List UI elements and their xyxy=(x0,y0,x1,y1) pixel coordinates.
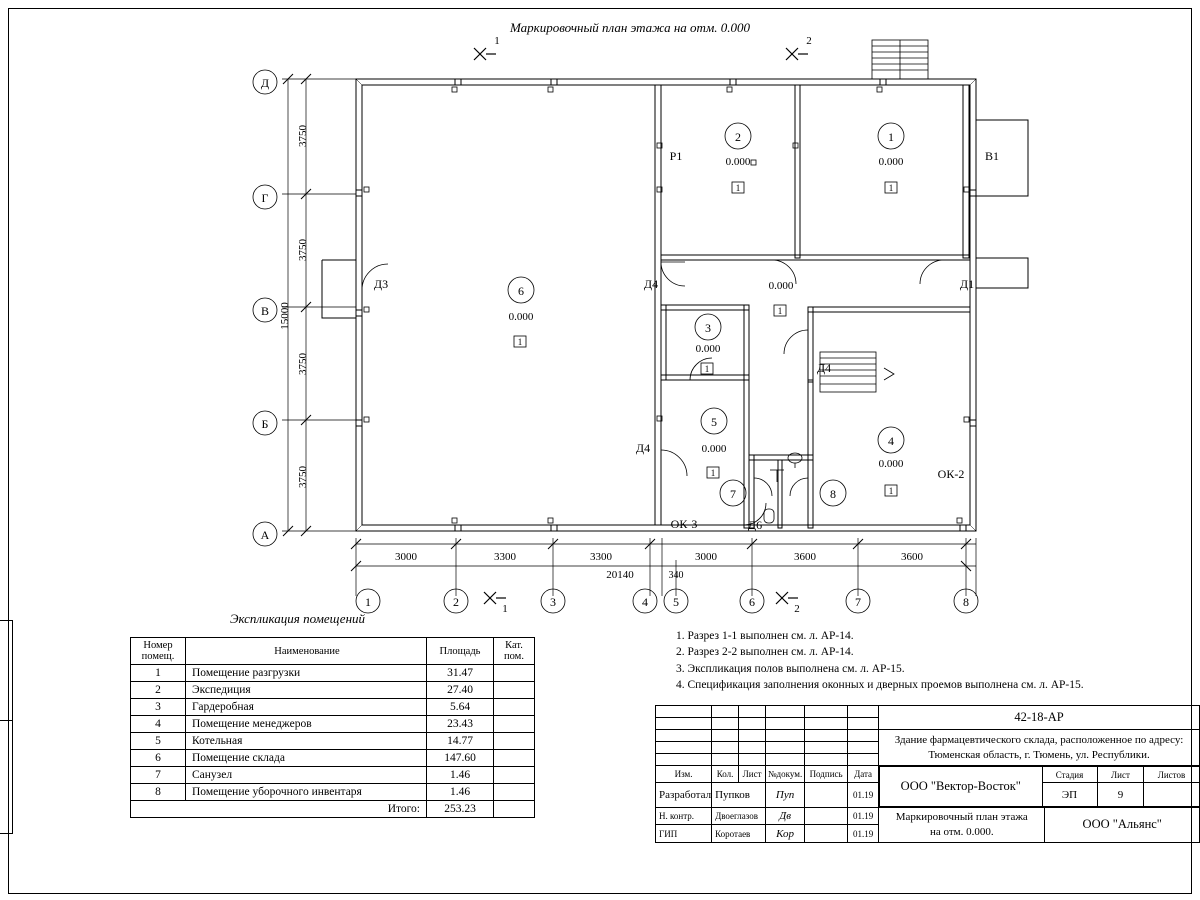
stamp-code: 42-18-АР xyxy=(879,706,1200,730)
cell-area: 31.47 xyxy=(427,665,494,682)
stamp-date-1: 01.19 xyxy=(848,808,879,825)
stamp-role-0: Разработал xyxy=(656,782,712,807)
table-row xyxy=(131,784,535,801)
dim-v-4: 3750 xyxy=(297,466,309,488)
left-margin-strip-divider xyxy=(0,620,12,721)
cell-name: Помещение разгрузки xyxy=(186,665,427,682)
stamp-col-data: Дата xyxy=(848,766,879,783)
cell-cat xyxy=(494,716,535,733)
section-mark-1-bottom: 1 xyxy=(502,603,508,615)
cell-num: 6 xyxy=(131,750,186,767)
room-number-5: 5 xyxy=(711,415,717,429)
stamp-sign-0: Пуп xyxy=(766,782,805,807)
stamp-date-2: 01.19 xyxy=(848,825,879,842)
stamp-sheets-value xyxy=(1144,783,1199,807)
level-mark-6: 0.000 xyxy=(508,311,534,323)
axis-label-g: Г xyxy=(261,191,269,205)
cell-name: Гардеробная xyxy=(186,699,427,716)
cell-cat xyxy=(494,784,535,801)
room-number-2: 2 xyxy=(735,130,741,144)
floor-tag-corridor: 1 xyxy=(777,306,783,316)
axis-label-2: 2 xyxy=(453,595,459,609)
stamp-role-1: Н. контр. xyxy=(656,808,712,825)
floor-tag-4: 1 xyxy=(888,486,894,496)
cell-area: 1.46 xyxy=(427,767,494,784)
cell-cat xyxy=(494,767,535,784)
cell-name: Санузел xyxy=(186,767,427,784)
cell-num: 8 xyxy=(131,784,186,801)
stamp-client: ООО "Альянс" xyxy=(1045,808,1200,843)
window-label-ok2: ОК-2 xyxy=(937,467,965,481)
floor-tag-1: 1 xyxy=(888,183,894,193)
cell-num: 1 xyxy=(131,665,186,682)
table-row xyxy=(131,699,535,716)
table-row xyxy=(131,767,535,784)
header-num: Номер помещ. xyxy=(131,638,186,665)
axis-label-6: 6 xyxy=(749,595,755,609)
stamp-object-line1: Здание фармацевтического склада, расположенное по адресу: xyxy=(894,734,1184,747)
dim-h-5: 3600 xyxy=(794,551,816,563)
explication-table xyxy=(130,637,535,818)
level-mark-1: 0.000 xyxy=(878,156,904,168)
note-4: 4. Спецификация заполнения оконных и дверных проемов выполнена см. л. АР-15. xyxy=(676,678,1084,691)
room-number-4: 4 xyxy=(888,434,894,448)
axis-label-8: 8 xyxy=(963,595,969,609)
cell-area: 1.46 xyxy=(427,784,494,801)
room-number-6: 6 xyxy=(518,284,524,298)
window-label-ok3: ОК-3 xyxy=(670,517,698,531)
axis-label-7: 7 xyxy=(855,595,861,609)
door-label-d4-stair: Д4 xyxy=(816,361,832,375)
level-mark-3: 0.000 xyxy=(695,343,721,355)
dim-h-2: 3300 xyxy=(494,551,516,563)
table-row xyxy=(131,716,535,733)
table-total-row xyxy=(131,801,535,818)
stamp-company: ООО "Вектор-Восток" xyxy=(880,767,1042,807)
stamp-sheets-header: Листов xyxy=(1144,767,1199,783)
note-2: 2. Разрез 2-2 выполнен см. л. АР-14. xyxy=(676,646,854,659)
axis-label-d: Д xyxy=(260,76,270,90)
title-block xyxy=(655,705,1200,843)
axis-label-5: 5 xyxy=(673,595,679,609)
stamp-sheet-title-1: Маркировочный план этажа xyxy=(895,811,1028,823)
explication-title: Экспликация помещений xyxy=(230,611,366,626)
total-label: Итого: xyxy=(131,801,427,818)
floor-tag-2: 1 xyxy=(735,183,741,193)
dim-v-2: 3750 xyxy=(297,239,309,261)
note-3: 3. Экспликация полов выполнена см. л. АР-15. xyxy=(676,662,905,675)
room-number-7: 7 xyxy=(730,487,736,501)
axis-label-b: Б xyxy=(261,417,269,431)
room-number-8: 8 xyxy=(830,487,836,501)
cell-name: Помещение уборочного инвентаря xyxy=(186,784,427,801)
stamp-object-line2: Тюменская область, г. Тюмень, ул. Республики. xyxy=(928,748,1150,761)
stamp-name-1: Двоеглазов xyxy=(712,808,766,825)
stamp-col-podpis: Подпись xyxy=(805,766,848,783)
cell-area: 23.43 xyxy=(427,716,494,733)
stamp-sign-1: Дв xyxy=(766,808,805,825)
header-cat: Кат. пом. xyxy=(494,638,535,665)
axis-label-a: А xyxy=(260,528,270,542)
stamp-stage-header: Стадия xyxy=(1042,767,1097,783)
axis-label-4: 4 xyxy=(642,595,648,609)
total-value: 253.23 xyxy=(427,801,494,818)
door-label-d6: Д6 xyxy=(747,518,763,532)
level-mark-4: 0.000 xyxy=(878,458,904,470)
axis-label-3: 3 xyxy=(550,595,556,609)
dim-v-total: 15000 xyxy=(279,302,291,330)
dim-h-4: 3000 xyxy=(695,551,717,563)
cell-cat xyxy=(494,733,535,750)
stamp-sign-2: Кор xyxy=(766,825,805,842)
cell-cat xyxy=(494,665,535,682)
floor-tag-6: 1 xyxy=(517,337,523,347)
header-area: Площадь xyxy=(427,638,494,665)
section-mark-1-top: 1 xyxy=(494,35,500,47)
cell-area: 147.60 xyxy=(427,750,494,767)
dim-h-total: 20140 xyxy=(606,569,634,581)
dim-v-3: 3750 xyxy=(297,353,309,375)
stamp-col-kol: Кол. xyxy=(712,766,739,783)
axis-label-v: В xyxy=(260,304,270,318)
table-header-row xyxy=(131,638,535,665)
level-mark-corridor: 0.000 xyxy=(768,280,794,292)
stamp-name-0: Пупков xyxy=(712,782,766,807)
stamp-col-izm: Изм. xyxy=(656,766,712,783)
door-label-d1: Д1 xyxy=(959,277,975,291)
stamp-stage-value: ЭП xyxy=(1042,783,1097,807)
cell-cat xyxy=(494,682,535,699)
cell-area: 14.77 xyxy=(427,733,494,750)
stamp-col-list: Лист xyxy=(739,766,766,783)
cell-name: Котельная xyxy=(186,733,427,750)
cell-area: 5.64 xyxy=(427,699,494,716)
cell-cat xyxy=(494,750,535,767)
cell-name: Помещение менеджеров xyxy=(186,716,427,733)
cell-cat xyxy=(494,699,535,716)
dim-h-1: 3000 xyxy=(395,551,417,563)
dim-h-3: 3300 xyxy=(590,551,612,563)
table-row xyxy=(131,733,535,750)
window-label-r1: Р1 xyxy=(669,149,683,163)
table-row xyxy=(131,750,535,767)
door-label-d3: Д3 xyxy=(373,277,389,291)
cell-num: 3 xyxy=(131,699,186,716)
stamp-sheet-header: Лист xyxy=(1097,767,1144,783)
cell-num: 4 xyxy=(131,716,186,733)
cell-area: 27.40 xyxy=(427,682,494,699)
window-label-v1: В1 xyxy=(984,149,1000,163)
table-row xyxy=(131,665,535,682)
stamp-sheet-title-2: на отм. 0.000. xyxy=(929,825,994,838)
table-row xyxy=(131,682,535,699)
stamp-col-ndok: №докум. xyxy=(766,766,805,783)
floor-tag-3: 1 xyxy=(704,364,710,374)
dim-v-1: 3750 xyxy=(297,125,309,147)
dim-h-6: 3600 xyxy=(901,551,923,563)
level-mark-5: 0.000 xyxy=(701,443,727,455)
door-label-d4-top: Д4 xyxy=(643,277,659,291)
total-cat xyxy=(494,801,535,818)
stamp-role-2: ГИП xyxy=(656,825,712,842)
cell-num: 7 xyxy=(131,767,186,784)
section-mark-2-top: 2 xyxy=(806,35,812,47)
axis-label-1: 1 xyxy=(365,595,371,609)
dim-extra: 340 xyxy=(668,570,684,581)
room-number-1: 1 xyxy=(888,130,894,144)
room-number-3: 3 xyxy=(705,321,711,335)
cell-name: Экспедиция xyxy=(186,682,427,699)
header-name: Наименование xyxy=(186,638,427,665)
floor-tag-5: 1 xyxy=(710,468,716,478)
notes-block xyxy=(676,628,1084,693)
cell-name: Помещение склада xyxy=(186,750,427,767)
note-1: 1. Разрез 1-1 выполнен см. л. АР-14. xyxy=(676,630,854,642)
level-mark-2: 0.000 xyxy=(725,156,751,168)
stamp-sheet-value: 9 xyxy=(1097,783,1144,807)
section-mark-2-bottom: 2 xyxy=(794,603,800,615)
stamp-date-0: 01.19 xyxy=(848,782,879,807)
cell-num: 2 xyxy=(131,682,186,699)
page-title: Маркировочный план этажа на отм. 0.000 xyxy=(509,20,750,35)
door-label-d4-boiler: Д4 xyxy=(635,441,651,455)
stamp-name-2: Коротаев xyxy=(712,825,766,842)
cell-num: 5 xyxy=(131,733,186,750)
